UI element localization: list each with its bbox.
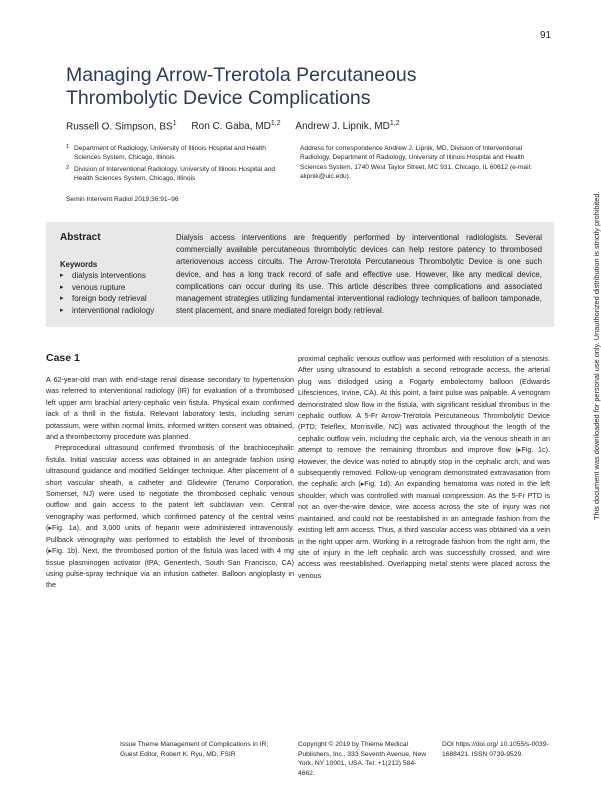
keywords-heading: Keywords (60, 260, 98, 269)
affiliations (66, 144, 291, 186)
affiliation-number: 2 (66, 164, 70, 171)
footer-copyright: Copyright © 2019 by Thieme Medical Publishers, Inc., 333 Seventh Avenue, New York, NY 10001, USA. Tel: +1(212) 584-4662. (298, 741, 427, 777)
correspondence-address: Address for correspondence Andrew J. Lipnik, MD, Division of Interventional Radiology, Department of Radiology, University of Illinois Hospital and Health Sciences System, 1740 West Taylor Street, MC 931, Chicago, IL 60612 (e-mail: alipnik@uic.edu). (300, 145, 532, 181)
affiliation-item (66, 144, 291, 163)
title-line-2: Thrombolytic Device Complications (66, 87, 371, 109)
affiliation-number: 1 (66, 144, 70, 150)
journal-citation: Semin Intervent Radiol 2019;36:91–96 (66, 196, 179, 203)
affiliation-item (66, 165, 291, 184)
footer-issue-theme: Issue Theme Management of Complications in IR; Guest Editor, Robert K. Ryu, MD, FSIR (120, 741, 269, 758)
section-heading-case-1: Case 1 (46, 352, 80, 364)
title-line-1: Managing Arrow-Trerotola Percutaneous (66, 64, 417, 86)
body-paragraph: proximal cephalic venous outflow was performed with resolution of a stenosis. After using ultrasound to establish a second retrograde access, the arterial plug was dislodged using a Fogarty embolectomy balloon (Edwards Lifesciences, Irvine, CA). At this point, a faint pulse was palpable. A venogram demonstrated slow flow in the fistula, with significant residual thrombus in the cephalic outflow. A 5-Fr Arrow-Trerotola Percutaneous Thrombolytic Device (PTD; Teleflex, Morrisville, NC) was activated throughout the length of the cephalic outflow vein, including the cephalic arch, via the venous sheath in an attempt to remove the remaining thrombus and improve flow (▸Fig. 1c). However, the device was noted to abruptly stop in the cephalic arch, and was subsequently removed. Follow-up venogram demonstrated extravasation from the cephalic arch (▸Fig. 1d). An expanding hematoma was noted in the left shoulder, which was controlled with manual compression. As the 5-Fr PTD is not an over-the-wire device, wire access across the site of injury was not maintained, and could not be reestablished in an antegrade fashion from the existing left arm access. Thus, a third vascular access was obtained via a vein in the right upper arm. Working in a retrograde fashion from the right arm, the site of injury in the left cephalic arch was successfully crossed, and wire access was reestablished. Overlapping metal stents were placed across the venous (298, 354, 550, 580)
body-paragraph: Preprocedural ultrasound confirmed thrombosis of the brachiocephalic fistula. Initial vascular access was obtained in an antegrade fashion using ultrasound guidance and modified Seldinger technique. After placement of a short vascular sheath, a catheter and Glidewire (Terumo Corporation, Somerset, NJ) were used to negotiate the thrombosed cephalic venous outflow and gain access to the patent left subclavian vein. Central venography was performed, which confirmed patency of the central veins (▸Fig. 1a), and 3,000 units of heparin were administered intravenously. Pullback venography was performed to establish the level of thrombosis (▸Fig. 1b). Next, the thrombosed portion of the fistula was laced with 4 mg tissue plasminogen activator (tPA; Genentech, South San Francisco, CA) using pulse-spray technique via an infusion catheter. Balloon angioplasty in the (46, 443, 294, 590)
keywords-list (60, 270, 180, 316)
page-number: 91 (540, 30, 552, 41)
keyword-item: ▸ venous rupture (60, 282, 180, 294)
author-affiliation-mark: 1,2 (270, 120, 281, 127)
body-column-left (46, 374, 294, 591)
affiliation-text: Department of Radiology, University of Illinois Hospital and Health Sciences System, Chicago, Illinois (74, 145, 266, 162)
body-column-right (298, 353, 550, 581)
author-name: Ron C. Gaba, MD (191, 121, 271, 133)
keyword-item: ▸ dialysis interventions (60, 270, 180, 282)
abstract-heading: Abstract (60, 232, 101, 243)
download-notice-text: This document was downloaded for personal use only. Unauthorized distribution is strictly prohibited. (592, 191, 601, 520)
abstract-text: Dialysis access interventions are frequently performed by interventional radiologists. Several commercially available percutaneous thrombolytic devices can help restore patency to thrombosed arteriovenous access circuits. The Arrow-Trerotola Percutaneous Thrombolytic Device is one such device, and has a long track record of safe and effective use. However, like any medical device, complications can occur during its use. This article describes three complications and associated management strategies utilizing fundamental interventional radiology techniques of balloon tamponade, stent placement, and snare mediated foreign body retrieval. (176, 233, 542, 316)
author-affiliation-mark: 1 (172, 120, 177, 127)
author-name: Russell O. Simpson, BS (66, 121, 173, 133)
author-name: Andrew J. Lipnik, MD (295, 121, 390, 133)
keyword-item: ▸ interventional radiology (60, 305, 180, 317)
keyword-item: ▸ foreign body retrieval (60, 293, 180, 305)
article-title (66, 64, 506, 110)
footer-doi: DOI https://doi.org/ 10.1055/s-0039-1688421. ISSN 0739-9529. (442, 741, 549, 758)
body-paragraph: A 62-year-old man with end-stage renal disease secondary to hypertension was referred to interventional radiology (IR) for evaluation of a thrombosed left upper arm brachial artery-cephalic vein fistula. Physical exam confirmed lack of a thrill in the fistula. Relevant laboratory tests, including serum potassium, were within normal limits, informed written consent was obtained, and a thrombectomy procedure was planned. (46, 375, 294, 442)
affiliation-text: Division of Interventional Radiology, University of Illinois Hospital and Health Sciences System, Chicago, Illinois (74, 165, 276, 183)
author-affiliation-mark: 1,2 (389, 120, 400, 127)
author-list (66, 120, 400, 132)
